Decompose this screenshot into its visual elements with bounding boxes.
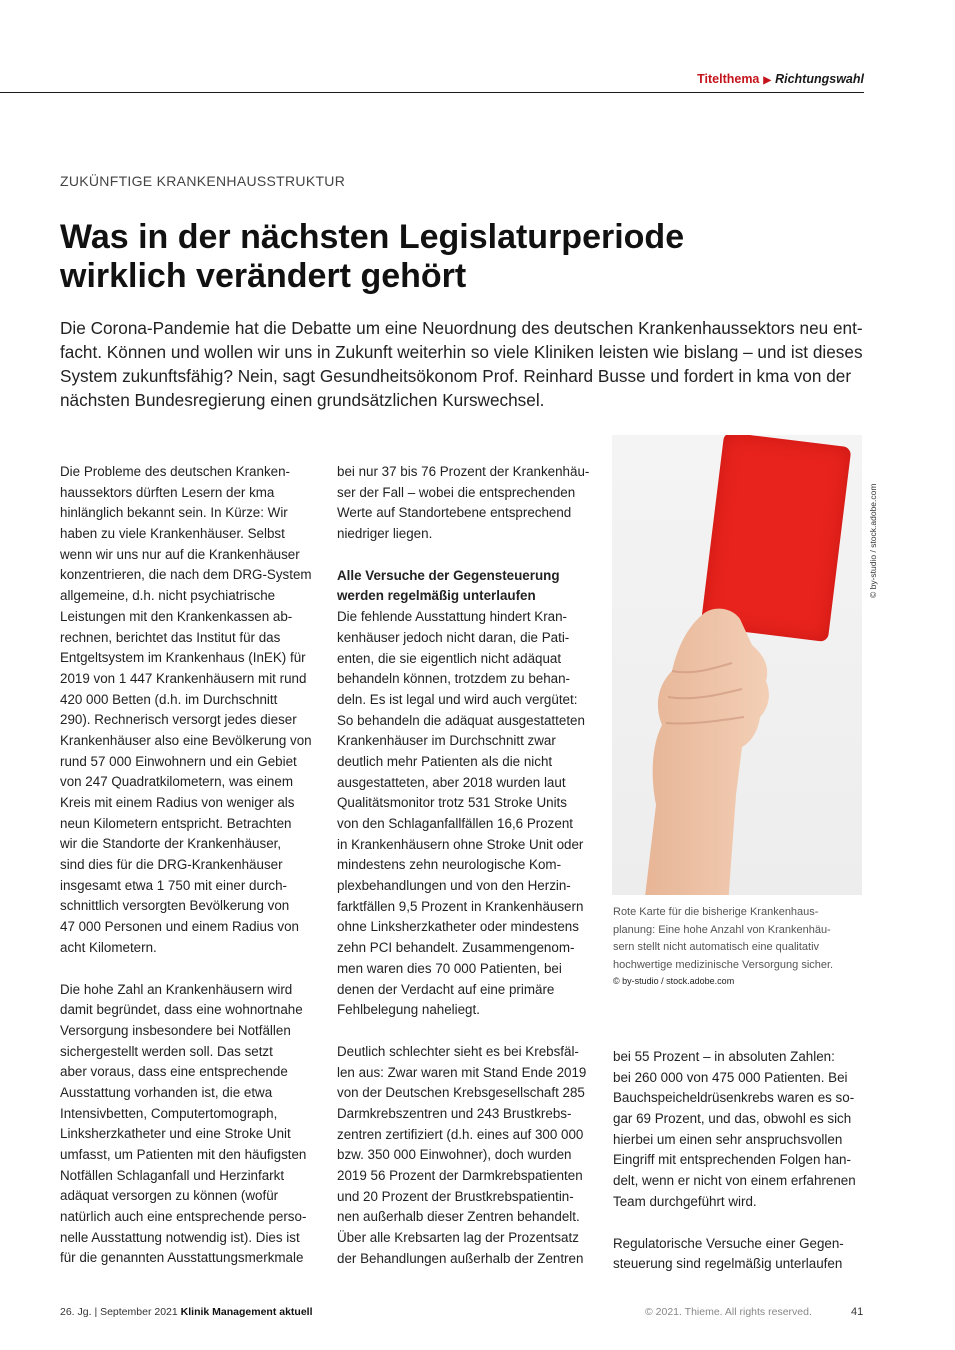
caption-line: planung: Eine hohe Anzahl von Krankenhäu-	[613, 923, 831, 936]
body-line: 420 000 Betten (d.h. im Durchschnitt	[60, 691, 278, 707]
body-line: Die fehlende Ausstattung hindert Kran-	[337, 609, 568, 625]
body-line: zentren zertifiziert (d.h. eines auf 300 000	[337, 1126, 584, 1142]
body-line: mindestens zehn neurologische Kom-	[337, 857, 562, 873]
body-line: rechnen, berichtet das Institut für das	[60, 629, 281, 645]
body-line: Ausstattung vorhanden ist, die etwa	[60, 1084, 273, 1100]
page-number: 41	[851, 1306, 864, 1318]
body-line: hierbei um einen sehr anspruchsvollen	[613, 1131, 843, 1147]
caption-credit: © by-studio / stock.adobe.com	[613, 976, 735, 986]
body-line: wenn wir uns nur auf die Krankenhäuser	[60, 546, 300, 562]
body-column-3	[613, 1047, 865, 1275]
body-line: Die hohe Zahl an Krankenhäusern wird	[60, 981, 293, 997]
paragraph-gap	[613, 1213, 865, 1234]
body-line: Qualitätsmonitor trotz 531 Stroke Units	[337, 795, 567, 811]
lead-line: facht. Können und wollen wir uns in Zukunft weiterhin so viele Kliniken leisten wie bislang – und ist dieses	[60, 342, 863, 362]
lead-line: nächsten Bundesregierung einen grundsätzlichen Kurswechsel.	[60, 390, 545, 410]
header-rule	[0, 92, 864, 93]
photo-caption	[613, 904, 863, 988]
running-header	[0, 72, 864, 86]
body-line: hinlänglich bekannt sein. In Kürze: Wir	[60, 505, 288, 521]
body-line: sichergestellt werden soll. Das setzt	[60, 1043, 273, 1059]
lead-line: Die Corona-Pandemie hat die Debatte um eine Neuordnung des deutschen Krankenhaussektors neu ent-	[60, 318, 863, 338]
title-line: wirklich verändert gehört	[60, 257, 467, 295]
hand-icon	[632, 605, 792, 895]
body-line: sind dies für die DRG-Krankenhäuser	[60, 857, 283, 873]
body-line: 2019 56 Prozent der Darmkrebspatienten	[337, 1168, 583, 1183]
red-card-photo	[612, 435, 862, 895]
body-line: niedriger liegen.	[337, 526, 433, 542]
body-line: So behandeln die adäquat ausgestatteten	[337, 712, 585, 728]
body-line: haussektors dürften Lesern der kma	[60, 484, 275, 500]
paragraph-gap	[60, 959, 310, 980]
body-line: zehn PCI behandelt. Zusammengenom-	[337, 940, 575, 956]
body-line: 47 000 Personen und einem Radius von	[60, 919, 299, 935]
body-line: Versorgung insbesondere bei Notfällen	[60, 1022, 291, 1038]
body-line: in Krankenhäusern ohne Stroke Unit oder	[337, 836, 584, 852]
body-line: damit begründet, dass eine wohnortnahe	[60, 1002, 303, 1018]
footer-copyright: © 2021. Thieme. All rights reserved.	[645, 1306, 812, 1318]
body-line: nelle Ausstattung notwendig ist). Dies ist	[60, 1229, 300, 1245]
body-line: der Behandlungen außerhalb der Zentren	[337, 1250, 584, 1266]
triangle-arrow-icon: ▶	[763, 75, 772, 86]
subheading-line: Alle Versuche der Gegensteuerung	[337, 567, 560, 583]
caption-line: Rote Karte für die bisherige Krankenhaus-	[613, 906, 819, 918]
lead-line: System zukunftsfähig? Nein, sagt Gesundheitsökonom Prof. Reinhard Busse und fordert in kma von der	[60, 366, 852, 386]
body-line: Intensivbetten, Computertomograph,	[60, 1105, 278, 1121]
body-line: acht Kilometern.	[60, 939, 157, 955]
article-title	[60, 218, 860, 296]
body-line: delt, wenn er nicht von einem erfahrenen	[613, 1173, 856, 1189]
body-line: 2019 von 1 447 Krankenhäusern mit rund	[60, 670, 307, 686]
body-line: kenhäuser jedoch nicht daran, die Pati-	[337, 629, 570, 645]
body-line: umfasst, um Patienten mit den häufigsten	[60, 1147, 307, 1162]
body-line: 290). Rechnerisch versorgt jedes dieser	[60, 712, 297, 728]
magazine-name: Klinik Management aktuell	[180, 1306, 313, 1318]
body-column-1	[60, 462, 310, 1269]
body-line: ser der Fall – wobei die entsprechenden	[337, 484, 576, 500]
body-line: allgemeine, d.h. nicht psychiatrische	[60, 588, 276, 604]
body-line: Notfällen Schlaganfall und Herzinfarkt	[60, 1167, 285, 1183]
photo-credit: © by-studio / stock.adobe.com	[868, 483, 878, 598]
body-line: von 247 Quadratkilometern, was einem	[60, 774, 293, 790]
subsection-label: Richtungswahl	[775, 72, 864, 86]
caption-line: sern stellt nicht automatisch eine qualitativ	[613, 941, 820, 953]
body-line: enten, die sie eigentlich nicht adäquat	[337, 650, 562, 666]
body-line: ausgestatteten, aber 2018 wurden laut	[337, 774, 566, 790]
body-line: von den Schlaganfallfällen 16,6 Prozent	[337, 816, 573, 831]
article-lead	[60, 316, 870, 412]
body-line: und 20 Prozent der Brustkrebspatientin-	[337, 1188, 574, 1204]
body-line: Team durchgeführt wird.	[613, 1193, 757, 1209]
body-line: Linksherzkatheter und eine Stroke Unit	[60, 1126, 291, 1142]
article-kicker: ZUKÜNFTIGE KRANKENHAUSSTRUKTUR	[60, 173, 346, 189]
paragraph-gap	[337, 545, 589, 566]
body-line: Werte auf Standortebene entsprechend	[337, 505, 572, 521]
body-line: Bauchspeicheldrüsenkrebs waren es so-	[613, 1090, 855, 1106]
body-line: für die genannten Ausstattungsmerkmale	[60, 1250, 304, 1266]
body-column-2	[337, 462, 589, 1269]
body-line: deutlich mehr Patienten als die nicht	[337, 753, 553, 769]
body-line: konzentrieren, die nach dem DRG-System	[60, 567, 312, 583]
body-line: gar 69 Prozent, und das, obwohl es sich	[613, 1111, 852, 1127]
body-line: Krankenhäuser also eine Bevölkerung von	[60, 732, 312, 748]
body-line: insgesamt etwa 1 750 mit einer durch-	[60, 877, 288, 893]
body-line: Die Probleme des deutschen Kranken-	[60, 464, 291, 479]
body-line: bei 260 000 von 475 000 Patienten. Bei	[613, 1069, 848, 1085]
issue-info: 26. Jg. | September 2021	[60, 1306, 178, 1318]
body-line: haben zu viele Krankenhäuser. Selbst	[60, 526, 285, 542]
body-line: adäquat versorgen zu können (wofür	[60, 1188, 279, 1204]
paragraph-gap	[337, 1021, 589, 1042]
body-line: bzw. 350 000 Einwohner), doch wurden	[337, 1147, 572, 1163]
body-line: schnittlich versorgten Bevölkerung von	[60, 898, 290, 914]
caption-line: hochwertige medizinische Versorgung sicher.	[613, 958, 834, 971]
body-line: rund 57 000 Einwohnern und ein Gebiet	[60, 753, 297, 769]
body-line: denen der Verdacht auf eine primäre	[337, 981, 555, 997]
title-line: Was in der nächsten Legislaturperiode	[60, 218, 685, 256]
body-line: behandeln können, trotzdem zu behan-	[337, 671, 571, 687]
section-label: Titelthema	[697, 72, 760, 86]
body-line: deln. Es ist legal und wird auch vergütet:	[337, 691, 578, 707]
body-line: steuerung sind regelmäßig unterlaufen	[613, 1256, 843, 1272]
body-line: Kreis mit einem Radius von weniger als	[60, 795, 295, 810]
body-line: wir die Standorte der Krankenhäuser,	[60, 836, 282, 852]
body-line: farktfällen 9,5 Prozent in Krankenhäusern	[337, 898, 584, 914]
body-line: len aus: Zwar waren mit Stand Ende 2019	[337, 1064, 587, 1080]
body-line: Leistungen mit den Krankenkassen ab-	[60, 608, 293, 624]
body-line: ohne Linksherzkatheter oder mindestens	[337, 919, 579, 935]
body-line: men waren dies 70 000 Patienten, bei	[337, 960, 562, 976]
body-line: Entgeltsystem im Krankenhaus (InEK) für	[60, 650, 306, 666]
body-line: Regulatorische Versuche einer Gegen-	[613, 1235, 844, 1251]
body-line: plexbehandlungen und von den Herzin-	[337, 878, 571, 894]
body-line: aber voraus, dass eine entsprechende	[60, 1064, 288, 1080]
subheading-line: werden regelmäßig unterlaufen	[337, 588, 536, 604]
body-line: Eingriff mit entsprechenden Folgen han-	[613, 1152, 851, 1168]
body-line: Fehlbelegung naheliegt.	[337, 1002, 480, 1018]
body-line: Über alle Krebsarten lag der Prozentsatz	[337, 1230, 579, 1246]
footer-issue	[60, 1306, 313, 1318]
body-line: Deutlich schlechter sieht es bei Krebsfäl-	[337, 1043, 579, 1059]
body-line: natürlich auch eine entsprechende perso-	[60, 1209, 307, 1225]
body-line: Krankenhäuser im Durchschnitt zwar	[337, 733, 556, 749]
body-line: nen außerhalb dieser Zentren behandelt.	[337, 1209, 580, 1225]
body-line: bei nur 37 bis 76 Prozent der Krankenhäu-	[337, 464, 590, 479]
body-line: von der Deutschen Krebsgesellschaft 285	[337, 1085, 585, 1101]
body-line: bei 55 Prozent – in absoluten Zahlen:	[613, 1049, 835, 1064]
body-line: neun Kilometern entspricht. Betrachten	[60, 815, 292, 831]
body-line: Darmkrebszentren und 243 Brustkrebs-	[337, 1105, 572, 1121]
